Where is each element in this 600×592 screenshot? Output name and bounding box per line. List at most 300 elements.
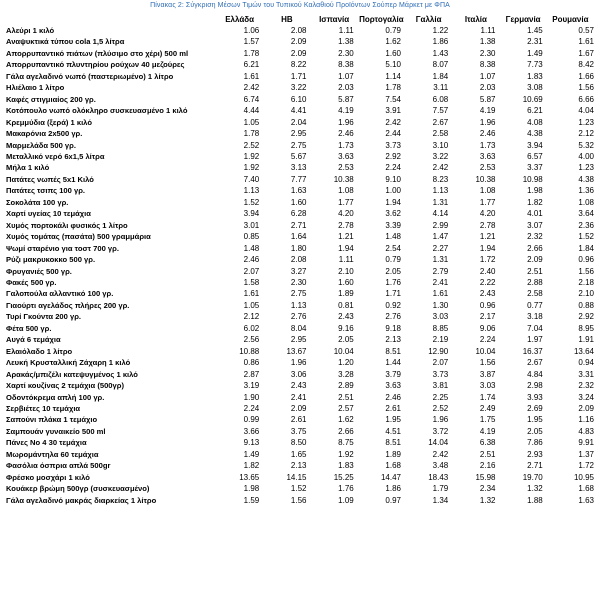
product-name-cell: Πατάτες νωπές 5x1 Κιλό [6, 174, 94, 184]
table-row [6, 185, 594, 196]
price-cell: 2.30 [479, 48, 496, 58]
price-cell: 1.86 [432, 37, 449, 47]
table-row [6, 174, 594, 185]
price-cell: 1.76 [338, 484, 354, 494]
product-name-cell: Κοτόπουλο νωπό ολόκληρο συσκευασμένο 1 κιλό [6, 106, 188, 116]
price-cell: 2.32 [527, 232, 543, 242]
price-cell: 8.23 [432, 174, 449, 184]
price-cell: 1.96 [290, 358, 307, 368]
price-cell: 8.04 [290, 323, 307, 333]
table-row [6, 460, 594, 471]
price-cell: 2.09 [290, 37, 307, 47]
price-cell: 1.98 [243, 484, 260, 494]
price-cell: 2.13 [290, 461, 307, 471]
price-cell: 1.11 [338, 26, 354, 35]
price-cell: 1.59 [243, 495, 260, 505]
price-cell: 1.11 [338, 255, 354, 265]
price-cell: 10.88 [239, 346, 260, 356]
price-cell: 1.75 [479, 415, 496, 425]
price-cell: 1.73 [338, 140, 354, 150]
price-cell: 2.51 [527, 266, 543, 276]
price-cell: 1.68 [385, 461, 401, 471]
price-cell: 1.83 [338, 461, 354, 471]
price-cell: 3.28 [338, 369, 354, 379]
price-cell: 1.20 [338, 358, 354, 368]
price-cell: 3.06 [290, 369, 307, 379]
price-cell: 2.24 [385, 163, 401, 173]
price-cell: 7.40 [243, 174, 260, 184]
price-cell: 1.92 [338, 449, 354, 459]
price-cell: 1.31 [432, 197, 449, 207]
table-row [6, 380, 594, 391]
price-cell: 1.88 [527, 495, 543, 505]
price-cell: 3.64 [578, 209, 594, 219]
price-cell: 1.06 [243, 26, 260, 35]
price-cell: 0.94 [578, 358, 594, 368]
price-cell: 2.51 [338, 392, 354, 402]
price-cell: 1.60 [338, 277, 354, 287]
price-cell: 1.31 [432, 255, 449, 265]
product-name-cell: Φέτα 500 γρ. [6, 323, 52, 333]
price-cell: 1.61 [578, 37, 594, 47]
price-cell: 1.61 [243, 71, 260, 81]
price-cell: 2.03 [479, 83, 496, 93]
product-name-cell: Πάνες Νο 4 30 τεμάχια [6, 438, 87, 448]
price-cell: 4.08 [527, 117, 543, 127]
table-row [6, 495, 594, 506]
price-cell: 0.99 [243, 415, 260, 425]
price-cell: 4.20 [479, 209, 496, 219]
price-cell: 2.71 [290, 220, 307, 230]
price-cell: 2.04 [290, 117, 307, 127]
product-name-cell: Μαρμελάδα 500 γρ. [6, 140, 76, 150]
price-cell: 6.74 [243, 94, 260, 104]
price-cell: 1.79 [432, 484, 449, 494]
price-cell: 3.03 [432, 312, 449, 322]
price-cell: 10.38 [475, 174, 496, 184]
price-cell: 3.03 [479, 381, 496, 391]
table-row [6, 403, 594, 414]
price-cell: 2.42 [432, 449, 449, 459]
price-cell: 2.46 [243, 255, 260, 265]
price-cell: 2.24 [243, 403, 260, 413]
price-cell: 2.07 [432, 358, 449, 368]
price-cell: 2.08 [290, 255, 307, 265]
price-cell: 3.11 [433, 83, 449, 93]
product-name-cell: Απορρυπαντικό πιάτων (πλύσιμο στο χέρι) 500 ml [6, 48, 189, 58]
product-name-cell: Χαρτί υγείας 10 τεμάχια [6, 209, 91, 219]
price-cell: 1.96 [432, 415, 449, 425]
price-cell: 1.84 [432, 71, 449, 81]
price-cell: 1.48 [385, 232, 401, 242]
header-italy: Ιταλία [464, 15, 487, 24]
price-cell: 1.52 [290, 484, 307, 494]
price-cell: 1.72 [578, 461, 594, 471]
price-cell: 2.19 [432, 335, 449, 345]
price-cell: 1.48 [243, 243, 260, 253]
price-cell: 2.09 [578, 403, 594, 413]
price-cell: 1.66 [578, 71, 594, 81]
price-cell: 4.20 [338, 209, 354, 219]
product-name-cell: Κρεμμύδια (ξερά) 1 κιλό [6, 117, 92, 127]
price-cell: 2.27 [432, 243, 449, 253]
price-cell: 3.37 [527, 163, 543, 173]
price-cell: 1.92 [243, 163, 260, 173]
price-cell: 3.22 [432, 151, 449, 161]
price-cell: 1.61 [243, 289, 260, 299]
price-cell: 12.90 [428, 346, 449, 356]
price-cell: 5.87 [479, 94, 496, 104]
price-cell: 2.43 [338, 312, 354, 322]
price-cell: 2.10 [338, 266, 354, 276]
price-cell: 2.75 [290, 140, 307, 150]
table-row [6, 105, 594, 116]
price-cell: 2.46 [385, 392, 401, 402]
price-cell: 6.28 [290, 209, 307, 219]
price-cell: 2.05 [385, 266, 401, 276]
price-cell: 1.60 [290, 197, 307, 207]
price-cell: 1.94 [479, 243, 496, 253]
price-cell: 2.67 [527, 358, 543, 368]
price-cell: 1.77 [338, 197, 354, 207]
price-cell: 3.93 [527, 392, 543, 402]
price-cell: 1.74 [479, 392, 496, 402]
header-product [6, 14, 216, 25]
price-cell: 2.78 [479, 220, 496, 230]
header-greece: Ελλάδα [225, 15, 255, 24]
price-cell: 2.88 [527, 277, 543, 287]
price-cell: 10.04 [475, 346, 496, 356]
header-spain: Ισπανία [319, 15, 350, 24]
price-cell: 2.43 [479, 289, 496, 299]
price-cell: 13.64 [573, 346, 594, 356]
price-cell: 1.49 [243, 449, 260, 459]
product-name-cell: Φακές 500 γρ. [6, 277, 57, 287]
price-cell: 2.16 [479, 461, 496, 471]
price-cell: 2.03 [338, 83, 354, 93]
price-cell: 2.49 [479, 403, 496, 413]
table-row [6, 25, 594, 36]
price-cell: 1.80 [290, 243, 307, 253]
price-cell: 1.61 [432, 289, 449, 299]
price-cell: 3.94 [527, 140, 543, 150]
price-cell: 1.07 [479, 71, 496, 81]
price-cell: 1.43 [432, 48, 449, 58]
price-cell: 1.08 [578, 197, 594, 207]
price-cell: 0.96 [479, 300, 496, 310]
price-cell: 13.65 [239, 472, 260, 482]
price-cell: 1.98 [527, 186, 543, 196]
price-cell: 2.18 [578, 277, 594, 287]
price-cell: 2.13 [385, 335, 401, 345]
price-cell: 7.04 [527, 323, 543, 333]
price-cell: 1.82 [527, 197, 543, 207]
price-cell: 5.10 [385, 60, 401, 70]
price-cell: 1.32 [527, 484, 543, 494]
table-row [6, 140, 594, 151]
price-cell: 3.13 [290, 163, 307, 173]
price-cell: 1.95 [527, 415, 543, 425]
price-cell: 1.09 [338, 495, 354, 505]
table-row [6, 346, 594, 357]
product-name-cell: Ηλιέλαιο 1 λίτρο [6, 83, 65, 93]
price-cell: 1.30 [432, 300, 449, 310]
price-cell: 2.89 [338, 381, 354, 391]
price-cell: 4.04 [578, 106, 594, 116]
price-cell: 4.38 [578, 174, 594, 184]
table-row [6, 117, 594, 128]
product-name-cell: Μήλα 1 κιλό [6, 163, 50, 173]
price-cell: 1.96 [479, 117, 496, 127]
table-row [6, 197, 594, 208]
table-row [6, 414, 594, 425]
table-row [6, 231, 594, 242]
product-name-cell: Πατάτες τσιπς 100 γρ. [6, 186, 86, 196]
table-row [6, 472, 594, 483]
price-cell: 3.10 [432, 140, 449, 150]
price-cell: 16.37 [522, 346, 543, 356]
price-cell: 2.92 [578, 312, 594, 322]
price-cell: 2.42 [243, 83, 260, 93]
price-cell: 2.30 [290, 277, 307, 287]
price-cell: 2.71 [527, 461, 543, 471]
price-cell: 1.58 [243, 277, 260, 287]
price-cell: 1.78 [243, 129, 260, 139]
price-cell: 9.10 [385, 174, 401, 184]
price-cell: 2.30 [338, 48, 354, 58]
product-name-cell: Σοκολάτα 100 γρ. [6, 197, 69, 207]
price-cell: 2.66 [338, 426, 354, 436]
price-cell: 6.21 [527, 106, 543, 116]
price-cell: 8.22 [290, 60, 307, 70]
price-cell: 2.76 [385, 312, 401, 322]
table-row [6, 128, 594, 139]
price-cell: 3.94 [243, 209, 260, 219]
price-cell: 1.94 [338, 243, 354, 253]
price-cell: 3.62 [385, 209, 401, 219]
product-name-cell: Αναψυκτικά τύπου cola 1,5 λίτρα [6, 37, 125, 47]
price-cell: 14.15 [286, 472, 307, 482]
price-cell: 1.71 [290, 71, 307, 81]
table-row [6, 426, 594, 437]
price-cell: 8.38 [479, 60, 496, 70]
price-cell: 1.82 [243, 461, 260, 471]
header-germany: Γερμανία [505, 15, 541, 24]
price-cell: 4.51 [385, 426, 401, 436]
product-name-cell: Σερβιέτες 10 τεμάχια [6, 403, 81, 413]
price-cell: 2.52 [432, 403, 449, 413]
price-cell: 10.98 [522, 174, 543, 184]
table-row [6, 483, 594, 494]
price-cell: 4.38 [527, 129, 543, 139]
price-cell: 1.89 [338, 289, 354, 299]
price-cell: 8.42 [578, 60, 594, 70]
price-cell: 2.08 [290, 26, 307, 35]
price-cell: 1.64 [290, 232, 307, 242]
table-row [6, 151, 594, 162]
price-cell: 3.73 [385, 140, 401, 150]
table-row [6, 369, 594, 380]
price-cell: 4.44 [243, 106, 260, 116]
price-cell: 13.67 [286, 346, 307, 356]
product-name-cell: Τυρί Γκούντα 200 γρ. [6, 312, 82, 322]
price-cell: 15.25 [333, 472, 354, 482]
product-name-cell: Γάλα αγελαδινό μακράς διαρκείας 1 λίτρο [6, 495, 157, 505]
price-cell: 2.44 [385, 129, 401, 139]
price-cell: 5.87 [338, 94, 354, 104]
price-cell: 1.49 [527, 48, 543, 58]
product-name-cell: Φασόλια όσπρια απλά 500gr [6, 461, 111, 471]
price-cell: 8.07 [432, 60, 449, 70]
price-cell: 2.42 [432, 163, 449, 173]
price-cell: 1.76 [385, 277, 401, 287]
price-cell: 1.21 [338, 232, 354, 242]
price-cell: 2.41 [290, 392, 307, 402]
table-row [6, 277, 594, 288]
price-cell: 4.19 [479, 426, 496, 436]
price-cell: 0.92 [385, 300, 401, 310]
price-cell: 6.02 [243, 323, 260, 333]
price-cell: 2.87 [243, 369, 260, 379]
header-portugal: Πορτογαλία [359, 15, 404, 24]
price-cell: 3.18 [527, 312, 543, 322]
table-row [6, 266, 594, 277]
price-cell: 1.22 [432, 26, 449, 35]
price-cell: 2.07 [243, 266, 260, 276]
price-cell: 1.83 [527, 71, 543, 81]
table-title: Πίνακας 2: Σύγκριση Μέσων Τιμών του Τυπικού Καλαθιού Προϊόντων Σούπερ Μάρκετ με ΦΠΑ [150, 2, 450, 9]
price-cell: 2.09 [527, 255, 543, 265]
price-cell: 2.10 [578, 289, 594, 299]
table-row [6, 59, 594, 70]
price-cell: 2.36 [578, 220, 594, 230]
product-name-cell: Μεταλλικό νερό 6x1,5 λίτρα [6, 151, 105, 161]
price-cell: 2.41 [432, 277, 449, 287]
product-name-cell: Μακαρόνια 2x500 γρ. [6, 129, 83, 139]
table-row [6, 311, 594, 322]
header-row [6, 14, 594, 25]
price-cell: 10.69 [522, 94, 543, 104]
price-cell: 9.13 [243, 438, 260, 448]
price-cell: 1.92 [243, 151, 260, 161]
price-cell: 3.75 [290, 426, 307, 436]
price-cell: 0.85 [243, 232, 260, 242]
price-cell: 6.08 [432, 94, 449, 104]
price-cell: 3.87 [479, 369, 496, 379]
price-cell: 2.24 [479, 335, 496, 345]
price-cell: 1.71 [385, 289, 401, 299]
price-cell: 1.86 [385, 484, 401, 494]
price-cell: 0.86 [243, 358, 260, 368]
price-cell: 1.52 [578, 232, 594, 242]
price-cell: 14.47 [380, 472, 401, 482]
price-cell: 1.23 [578, 163, 594, 173]
price-cell: 1.67 [578, 48, 594, 58]
price-cell: 1.77 [479, 197, 496, 207]
price-cell: 1.63 [578, 495, 594, 505]
product-name-cell: Γαλοπούλα αλλαντικό 100 γρ. [6, 289, 114, 299]
price-cell: 2.40 [479, 266, 496, 276]
price-cell: 9.91 [578, 438, 594, 448]
price-cell: 1.62 [338, 415, 354, 425]
table-row [6, 334, 594, 345]
product-name-cell: Αλεύρι 1 κιλό [6, 26, 55, 35]
price-cell: 0.57 [578, 26, 594, 35]
price-cell: 1.52 [243, 197, 260, 207]
price-cell: 7.54 [385, 94, 401, 104]
price-cell: 2.66 [527, 243, 543, 253]
price-cell: 1.89 [385, 449, 401, 459]
price-cell: 18.43 [428, 472, 449, 482]
table-row [6, 208, 594, 219]
price-cell: 2.12 [243, 312, 260, 322]
price-cell: 1.56 [578, 83, 594, 93]
price-cell: 2.57 [338, 403, 354, 413]
price-cell: 3.63 [479, 151, 496, 161]
price-cell: 1.38 [479, 37, 496, 47]
table-row [6, 300, 594, 311]
price-cell: 2.17 [479, 312, 496, 322]
price-cell: 2.95 [290, 335, 307, 345]
price-cell: 3.66 [243, 426, 260, 436]
price-cell: 1.62 [385, 37, 401, 47]
price-cell: 2.09 [290, 48, 307, 58]
price-cell: 4.19 [479, 106, 496, 116]
table-row [6, 36, 594, 47]
price-cell: 2.09 [290, 403, 307, 413]
price-cell: 0.81 [338, 300, 354, 310]
table-row [6, 162, 594, 173]
price-cell: 2.78 [338, 220, 354, 230]
header-romania: Ρουμανία [552, 15, 589, 24]
price-cell: 8.50 [290, 438, 307, 448]
price-cell: 8.38 [338, 60, 354, 70]
price-cell: 3.63 [338, 151, 354, 161]
price-cell: 1.07 [338, 71, 354, 81]
price-cell: 0.79 [385, 26, 401, 35]
price-cell: 1.97 [527, 335, 543, 345]
price-cell: 1.13 [290, 300, 307, 310]
table-row [6, 449, 594, 460]
price-cell: 2.67 [432, 117, 449, 127]
product-name-cell: Αυγά 6 τεμάχια [6, 335, 61, 345]
price-cell: 6.21 [243, 60, 260, 70]
table-row [6, 82, 594, 93]
table-row [6, 392, 594, 403]
price-cell: 1.23 [578, 117, 594, 127]
product-name-cell: Φρέσκο μοσχάρι 1 κιλό [6, 472, 90, 482]
price-cell: 4.00 [578, 151, 594, 161]
price-cell: 3.91 [385, 106, 401, 116]
product-name-cell: Καφές στιγμιαίος 200 γρ. [6, 94, 96, 104]
price-cell: 1.60 [385, 48, 401, 58]
table-row [6, 323, 594, 334]
table-row [6, 71, 594, 82]
price-cell: 2.93 [527, 449, 543, 459]
price-cell: 1.96 [338, 117, 354, 127]
price-cell: 1.14 [385, 71, 401, 81]
price-cell: 5.32 [578, 140, 594, 150]
price-cell: 4.41 [290, 106, 307, 116]
product-name-cell: Χυμός πορτοκάλι φυσικός 1 λίτρο [6, 220, 128, 230]
price-cell: 8.51 [385, 438, 401, 448]
price-cell: 4.19 [338, 106, 354, 116]
price-cell: 0.96 [578, 255, 594, 265]
price-cell: 3.81 [432, 381, 449, 391]
price-cell: 19.70 [522, 472, 543, 482]
price-cell: 1.63 [290, 186, 307, 196]
price-cell: 3.07 [527, 220, 543, 230]
